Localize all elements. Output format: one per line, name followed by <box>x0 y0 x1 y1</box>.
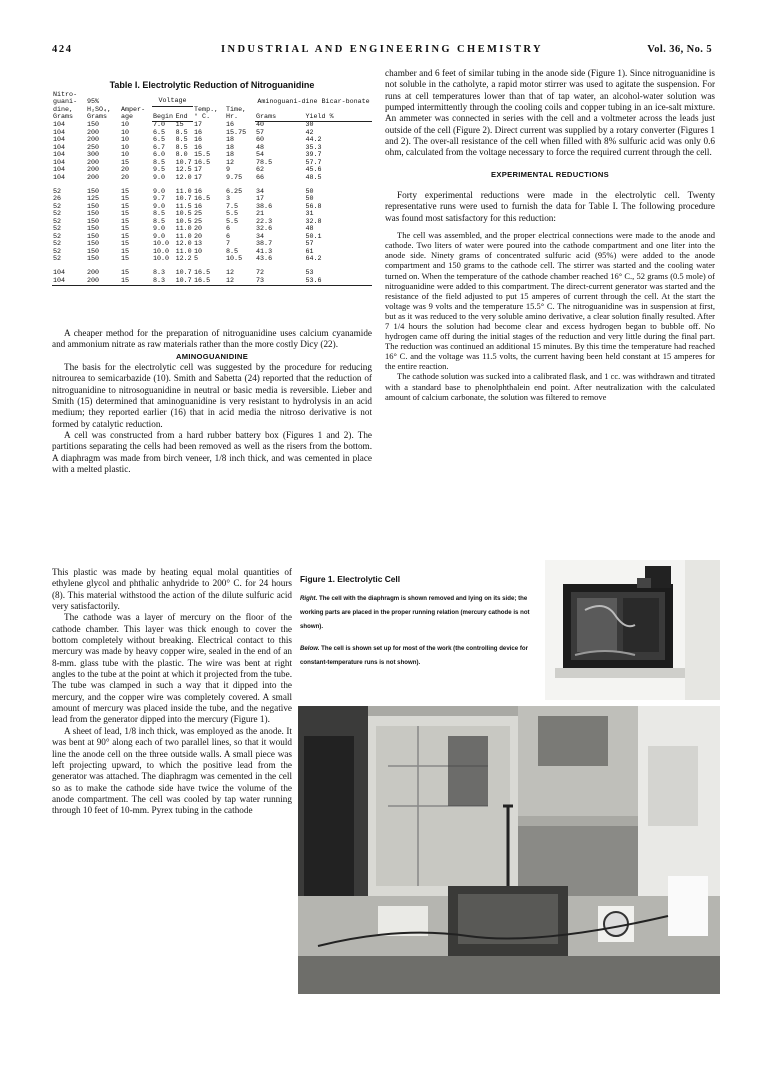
table-group-1 <box>52 122 372 183</box>
table-cell: 52 <box>53 240 62 249</box>
table-cell: 15 <box>121 276 130 285</box>
table-cell: 10.0 <box>153 255 170 264</box>
table-title: Table I. Electrolytic Reduction of Nitroguanidine <box>109 80 315 90</box>
table-cell: 31 <box>305 210 314 219</box>
table-cell: 9.0 <box>153 202 166 211</box>
table-cell: 6 <box>226 232 231 241</box>
table-cell: 16.5 <box>194 158 211 167</box>
table-cell: 200 <box>87 158 100 167</box>
table-row <box>52 219 372 227</box>
table-cell: 6.25 <box>226 187 243 196</box>
table-row <box>52 183 372 197</box>
percent-label: % <box>329 112 334 121</box>
table-cell: 42 <box>305 128 314 137</box>
table-cell: 8.5 <box>175 143 188 152</box>
table-cell: 35.3 <box>305 143 322 152</box>
col-header-temperature: Temp., ° C. <box>194 105 219 122</box>
table-cell: 73 <box>256 276 265 285</box>
table-cell: 57 <box>305 240 314 249</box>
table-cell: 57.7 <box>305 158 322 167</box>
table-cell: 20 <box>194 225 203 234</box>
table-group-3 <box>52 264 372 286</box>
table-cell: 104 <box>53 276 66 285</box>
table-cell: 15 <box>121 232 130 241</box>
table-cell: 6.0 <box>153 151 166 160</box>
table-cell: 10.0 <box>153 247 170 256</box>
table-cell: 62 <box>256 166 265 175</box>
table-cell: 200 <box>87 276 100 285</box>
yield-label: Yield <box>305 112 326 121</box>
table-cell: 48 <box>305 225 314 234</box>
table-cell: 5 <box>194 255 199 264</box>
table-cell: 6.5 <box>153 136 166 145</box>
table-cell: 10 <box>121 151 130 160</box>
table-cell: 150 <box>87 240 100 249</box>
table-cell: 60 <box>256 136 265 145</box>
paragraph-experimental: Forty experimental reductions were made in the electrolytic cell. Twenty representative runs were used to furnish the data for Table I. The following procedure was found most satisfactory for this reduction: <box>385 190 715 223</box>
table-cell: 10.5 <box>175 210 192 219</box>
table-cell: 52 <box>53 225 62 234</box>
table-cell: 9.5 <box>153 166 166 175</box>
table-cell: 50.1 <box>305 232 322 241</box>
table-cell: 52 <box>53 232 62 241</box>
table-cell: 17 <box>194 173 203 182</box>
table-cell: 17 <box>194 166 203 175</box>
table-cell: 15 <box>121 247 130 256</box>
section-heading-aminoguanidine: AMINOGUANIDINE <box>175 351 249 361</box>
table-cell: 200 <box>87 166 100 175</box>
table-cell: 66 <box>256 173 265 182</box>
table-cell: 8.5 <box>153 158 166 167</box>
paragraph-plastic: This plastic was made by heating equal molal quantities of ethylene glycol and phthalic anhydride to 200° C. for 24 hours (8). This material withstood the action of the dilute sulfuric acid very satisfactorily. <box>52 567 292 612</box>
table-cell: 15 <box>121 225 130 234</box>
table-cell: 38.7 <box>256 240 273 249</box>
table-cell: 57 <box>256 128 265 137</box>
table-cell: 8.0 <box>175 151 188 160</box>
table-cell: 10.5 <box>175 217 192 226</box>
caption-below <box>300 642 550 670</box>
table-cell: 52 <box>53 187 62 196</box>
table-cell: 9 <box>226 166 231 175</box>
caption-below-text: The cell is shown set up for most of the work (the controlling device for constant-temperature runs is not shown). <box>300 645 528 666</box>
table-cell: 39.7 <box>305 151 322 160</box>
table-cell: 72 <box>256 268 265 277</box>
table-cell: 48 <box>256 143 265 152</box>
table-cell: 15 <box>121 187 130 196</box>
table-row <box>52 226 372 234</box>
col-header-amperage: Amper-age <box>121 105 146 122</box>
table-cell: 11.0 <box>175 232 192 241</box>
table-cell: 15 <box>121 240 130 249</box>
table-cell: 15.5 <box>194 151 211 160</box>
page-number: 424 <box>52 44 73 55</box>
col-header-aminoguanidine: Aminoguani-dine Bicar-bonate <box>257 97 370 106</box>
table-cell: 25 <box>194 210 203 219</box>
col-header-begin: Begin <box>152 106 175 121</box>
paragraph-cell-cooling: chamber and 6 feet of similar tubing in the anode side (Figure 1). Since nitroguanidine is not soluble in the catholyte, a rapid motor stirrer was used to agitate the suspension. For runs at cell temperatures lower than that of tap water, an alcohol-water solution was pumped intermittently through the cooling coils and copper tubing in an ice-salt mixture. An ammeter was connected in series with the cell and a voltmeter across the leads just outside of the cell (Figure 2). Direct current was supplied by a rotary converter (Figures 1 and 2). The over-all resistance of the cell when filled with 8% sulfuric acid was only 0.6 ohm, calculated from the voltage necessary to force the required current through the cell. <box>385 68 715 158</box>
table-cell: 150 <box>87 120 100 129</box>
table-cell: 16 <box>194 143 203 152</box>
table-cell: 16 <box>194 128 203 137</box>
table-cell: 150 <box>87 232 100 241</box>
procedure-block <box>385 230 715 402</box>
table-row <box>52 249 372 257</box>
right-column <box>385 68 715 402</box>
table-cell: 5.5 <box>226 210 239 219</box>
table-row <box>52 196 372 204</box>
table-cell: 15 <box>121 268 130 277</box>
table-cell: 22.3 <box>256 217 273 226</box>
figure-caption <box>300 572 550 670</box>
col-header-time: Time, Hr. <box>226 105 247 122</box>
table-cell: 104 <box>53 268 66 277</box>
table-cell: 16 <box>226 120 235 129</box>
table-row <box>52 145 372 153</box>
volume-issue: Vol. 36, No. 5 <box>647 44 712 55</box>
table-cell: 8.3 <box>153 268 166 277</box>
table-cell: 40 <box>256 121 265 130</box>
table-cell: 250 <box>87 143 100 152</box>
table-cell: 12 <box>226 276 235 285</box>
table-cell: 200 <box>87 136 100 145</box>
paragraph-procedure: The cell was assembled, and the proper electrical connections were made to the anode and cathode. Two liters of water were poured into the cathode compartment and one liter into the anode side. Ninety grams of concentrated sulfuric acid (95%) were added to the anode compartment and 150 grams to the cathode cell. The stirrer was started and the cooling water turned on. When the temperature of the cathode chamber reached 16° C., 52 grams (0.5 mole) of nitroguanidine were added to this compartment. The direct-current generator was started and the resistance of the field adjusted to put 15 amperes of current through the cell. At the start the voltage was 9 volts and the temperature 15.5° C. The nitroguanidine was in suspension at first, but as it was reduced to the very soluble amino derivative, a clear solution finally resulted. After 7 1/4 hours the solution had become clear and excess hydrogen began to bubble off. No hydrogen came off during the initial stages of the reduction and very little during the final part. The reduction was continued an additional 15 minutes. By this time the temperature had reached 16° C. and the voltage was 11.5 volts, the current having been held constant at 15 amperes for the entire reaction. <box>385 230 715 372</box>
journal-title: INDUSTRIAL AND ENGINEERING CHEMISTRY <box>220 44 544 55</box>
table-cell: 104 <box>53 173 66 182</box>
table-cell: 150 <box>87 255 100 264</box>
table-cell: 10 <box>121 120 130 129</box>
table-cell: 18 <box>226 151 235 160</box>
table-group-2 <box>52 183 372 264</box>
table-row <box>52 234 372 242</box>
table-cell: 150 <box>87 202 100 211</box>
table-cell: 50 <box>305 195 314 204</box>
table-row <box>52 256 372 264</box>
table-cell: 16.5 <box>194 268 211 277</box>
table-cell: 61 <box>305 247 314 256</box>
photo-cell-removed <box>545 560 720 700</box>
table-cell: 300 <box>87 151 100 160</box>
table-cell: 17 <box>194 120 203 129</box>
table-cell: 7.5 <box>226 202 239 211</box>
table-cell: 12 <box>226 268 235 277</box>
table-cell: 15 <box>121 210 130 219</box>
table-cell: 104 <box>53 136 66 145</box>
col-header-sulfuric-acid: 95% H₂SO₄, Grams <box>87 98 112 122</box>
table-cell: 25 <box>194 217 203 226</box>
col-header-end: End <box>175 106 193 121</box>
table-cell: 9.0 <box>153 173 166 182</box>
table-cell: 52 <box>53 217 62 226</box>
running-header <box>52 44 712 60</box>
table-row <box>52 122 372 130</box>
table-cell: 48.5 <box>305 173 322 182</box>
table-cell: 150 <box>87 225 100 234</box>
table-cell: 8.5 <box>175 136 188 145</box>
table-cell: 3 <box>226 195 231 204</box>
table-cell: 10 <box>194 247 203 256</box>
paragraph-cell-construction: A cell was constructed from a hard rubber battery box (Figures 1 and 2). The partitions separating the cells had been removed as well as the risers from the bottom. A diaphragm was made from birch veneer, 1/8 inch thick, and was cemented in place with a melted plastic. <box>52 430 372 475</box>
table-cell: 15 <box>121 255 130 264</box>
table-cell: 8.5 <box>153 210 166 219</box>
table-cell: 104 <box>53 120 66 129</box>
table-cell: 17 <box>256 195 265 204</box>
table-row <box>52 130 372 138</box>
table-cell: 6.5 <box>153 128 166 137</box>
col-header-voltage: Voltage <box>152 92 193 106</box>
table-cell: 10 <box>121 136 130 145</box>
table-cell: 52 <box>53 247 62 256</box>
table-cell: 56.8 <box>305 202 322 211</box>
table-cell: 15 <box>121 217 130 226</box>
table-cell: 150 <box>87 217 100 226</box>
table-cell: 54 <box>256 151 265 160</box>
col-header-nitroguanidine: Nitro-guani-dine, Grams <box>53 91 78 122</box>
table-cell: 150 <box>87 247 100 256</box>
table-cell: 9.0 <box>153 187 166 196</box>
table-cell: 12.0 <box>175 173 192 182</box>
table-row <box>52 137 372 145</box>
table-row <box>52 241 372 249</box>
table-cell: 6.7 <box>153 143 166 152</box>
photo-cell-setup <box>298 706 720 994</box>
table-cell: 150 <box>87 187 100 196</box>
paragraph-titration: The cathode solution was sucked into a calibrated flask, and 1 cc. was withdrawn and titrated with a standard base to phenolphthalein end point. After neutralization with the calculated amount of calcium carbonate, the solution was filtered to remove <box>385 371 715 402</box>
table-cell: 12.5 <box>175 166 192 175</box>
table-cell: 34 <box>256 187 265 196</box>
table-cell: 12.0 <box>175 240 192 249</box>
table-row <box>52 278 372 286</box>
table-cell: 16 <box>194 136 203 145</box>
table-cell: 52 <box>53 210 62 219</box>
table-cell: 78.5 <box>256 158 273 167</box>
table-cell: 12.2 <box>175 255 192 264</box>
table-cell: 50 <box>305 187 314 196</box>
table-cell: 34 <box>256 232 265 241</box>
table-cell: 200 <box>87 268 100 277</box>
table-cell: 104 <box>53 128 66 137</box>
paragraph-anode: A sheet of lead, 1/8 inch thick, was employed as the anode. It was bent at 90° along each of two parallel lines, so that it would line the anode cell on the three outside walls. A small piece was left projecting upward, to which the positive lead from the generator was attached. The diaphragm was cemented in the cell so as to make the cathode side have twice the volume of the anode compartment. The cell was cooled by tap water running through 10 feet of 10-mm. Pyrex tubing in the cathode <box>52 725 292 816</box>
table-cell: 53 <box>305 268 314 277</box>
table-cell: 9.7 <box>153 195 166 204</box>
table-cell: 10 <box>121 143 130 152</box>
table-cell: 21 <box>256 210 265 219</box>
table-cell: 15 <box>175 121 184 130</box>
table-cell: 11.0 <box>175 225 192 234</box>
table-cell: 104 <box>53 143 66 152</box>
caption-right-text: The cell with the diaphragm is shown removed and lying on its side; the working parts are placed in the proper running relation (mercury cathode is not shown). <box>300 595 530 630</box>
table-cell: 32.8 <box>305 217 322 226</box>
table-cell: 16 <box>194 202 203 211</box>
table-cell: 30 <box>305 121 314 130</box>
table-cell: 10.7 <box>175 158 192 167</box>
table-cell: 64.2 <box>305 255 322 264</box>
table-row <box>52 211 372 219</box>
figure-title: Figure 1. Electrolytic Cell <box>300 574 401 584</box>
table-cell: 16.5 <box>194 195 211 204</box>
table-cell: 9.75 <box>226 173 243 182</box>
table-cell: 104 <box>53 158 66 167</box>
col-header-grams: Grams <box>255 106 304 121</box>
table-cell: 11.5 <box>175 202 192 211</box>
table-cell: 18 <box>226 143 235 152</box>
table-cell: 44.2 <box>305 136 322 145</box>
caption-below-label: Below. <box>300 645 320 652</box>
table-row <box>52 160 372 168</box>
table-cell: 7 <box>226 240 231 249</box>
table-cell: 26 <box>53 195 62 204</box>
table-cell: 150 <box>87 210 100 219</box>
table-cell: 5.5 <box>226 217 239 226</box>
table-cell: 8.5 <box>153 217 166 226</box>
table-cell: 10.7 <box>175 276 192 285</box>
table-cell: 104 <box>53 151 66 160</box>
table-row <box>52 152 372 160</box>
table-cell: 12 <box>226 158 235 167</box>
caption-right <box>300 592 550 634</box>
table-row <box>52 204 372 212</box>
table-cell: 15 <box>121 202 130 211</box>
table-cell: 11.0 <box>175 187 192 196</box>
table-cell: 38.6 <box>256 202 273 211</box>
table-cell: 7.0 <box>153 121 166 130</box>
table-row <box>52 264 372 278</box>
table-cell: 11.0 <box>175 247 192 256</box>
table-cell: 6 <box>226 225 231 234</box>
table-cell: 53.6 <box>305 276 322 285</box>
table-cell: 16.5 <box>194 276 211 285</box>
paragraph-cathode: The cathode was a layer of mercury on the floor of the cathode chamber. This layer was thick enough to cover the bottom completely without breaking. Electrical contact to this mercury was made by heavy copper wire, sealed in the end of an 8-mm. glass tube with the plastic. The wire was bent at right angles to the tube at the point at which it projected from the tube. The tube was clamped in such a way that it dipped into the mercury, and the copper wire was completely covered. A small amount of mercury was placed inside the tube, and the negative lead from the generator dipped into the mercury (Figure 1). <box>52 612 292 725</box>
table-cell: 104 <box>53 166 66 175</box>
table-cell: 200 <box>87 128 100 137</box>
left-column <box>52 328 372 475</box>
table-cell: 52 <box>53 255 62 264</box>
table-row <box>52 167 372 175</box>
table-cell: 52 <box>53 202 62 211</box>
table-cell: 8.3 <box>153 276 166 285</box>
table-cell: 13 <box>194 240 203 249</box>
table-cell: 10 <box>121 128 130 137</box>
table-cell: 125 <box>87 195 100 204</box>
section-heading-experimental: EXPERIMENTAL REDUCTIONS <box>490 169 609 179</box>
table-cell: 45.6 <box>305 166 322 175</box>
paragraph-preparation: A cheaper method for the preparation of nitroguanidine uses calcium cyanamide and ammonium nitrate as raw materials rather than the more costly Dicy (22). <box>52 328 372 350</box>
table-cell: 10.0 <box>153 240 170 249</box>
table-cell: 10.7 <box>175 268 192 277</box>
table-cell: 15 <box>121 158 130 167</box>
table-cell: 15 <box>121 195 130 204</box>
table-cell: 43.6 <box>256 255 273 264</box>
table-cell: 8.5 <box>175 128 188 137</box>
table-cell: 9.0 <box>153 232 166 241</box>
left-column-narrow <box>52 567 292 817</box>
table-cell: 8.5 <box>226 247 239 256</box>
table-cell: 20 <box>194 232 203 241</box>
table-cell: 41.3 <box>256 247 273 256</box>
table-cell: 20 <box>121 166 130 175</box>
caption-right-label: Right. <box>300 595 318 602</box>
table-cell: 15.75 <box>226 128 247 137</box>
table-cell: 20 <box>121 173 130 182</box>
table-cell: 16 <box>194 187 203 196</box>
data-table <box>52 92 372 286</box>
paragraph-basis: The basis for the electrolytic cell was suggested by the procedure for reducing nitrourea to semicarbazide (10). Smith and Sabetta (24) reported that the reduction of nitroguanidine to nitrosoguanidine in neutral or basic media is reversible. Lieber and Smith (15) determined that aminoguanidine is very resistant to hydrolysis in an acid medium; they reported earlier (16) that in acid media the nitroso derivative is not formed by catalytic reduction. <box>52 362 372 429</box>
table-cell: 18 <box>226 136 235 145</box>
col-header-yield <box>304 106 372 121</box>
table-cell: 10.7 <box>175 195 192 204</box>
table-cell: 200 <box>87 173 100 182</box>
table-cell: 32.6 <box>256 225 273 234</box>
table-row <box>52 175 372 183</box>
table-cell: 10.5 <box>226 255 243 264</box>
table-cell: 9.0 <box>153 225 166 234</box>
